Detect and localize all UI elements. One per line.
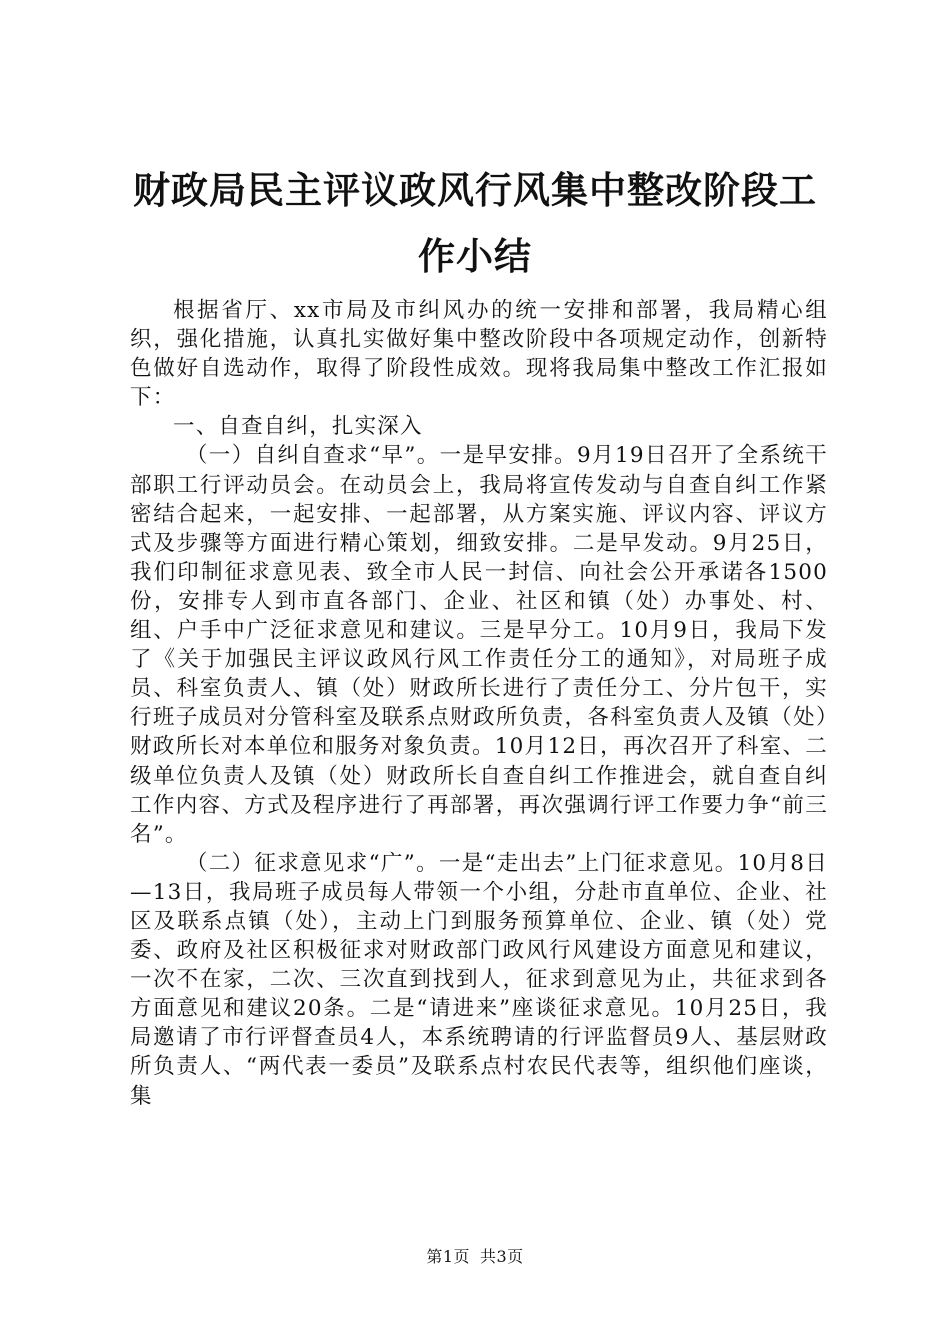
- document-title: 财政局民主评议政风行风集中整改阶段工作小结: [133, 169, 817, 278]
- body-paragraph: （二）征求意见求“广”。一是“走出去”上门征求意见。10月8日—13日，我局班子成员每人带领一个小组，分赴市直单位、企业、社区及联系点镇（处），主动上门到服务预算单位、企业、镇（处）党委、政府及社区积极征求对财政部门政风行风建设方面意见和建议，一次不在家，二次、三次直到找到人，征求到意见为止，共征求到各方面意见和建议20条。二是“请进来”座谈征求意见。10月25日，我局邀请了市行评督查员4人，本系统聘请的行评监督员9人、基层财政所负责人、“两代表一委员”及联系点村农民代表等，组织他们座谈，集: [130, 850, 828, 1109]
- intro-paragraph: 根据省厅、xx市局及市纠风办的统一安排和部署，我局精心组织，强化措施，认真扎实做好集中整改阶段中各项规定动作，创新特色做好自选动作，取得了阶段性成效。现将我局集中整改工作汇报如下：: [130, 298, 828, 411]
- document-body: [130, 296, 828, 1111]
- body-paragraph: （一）自纠自查求“早”。一是早安排。9月19日召开了全系统干部职工行评动员会。在动员会上，我局将宣传发动与自查自纠工作紧密结合起来，一起安排、一起部署，从方案实施、评议内容、评议方式及步骤等方面进行精心策划，细致安排。二是早发动。9月25日，我们印制征求意见表、致全市人民一封信、向社会公开承诺各1500份，安排专人到市直各部门、企业、社区和镇（处）办事处、村、组、户手中广泛征求意见和建议。三是早分工。10月9日，我局下发了《关于加强民主评议政风行风工作责任分工的通知》，对局班子成员、科室负责人、镇（处）财政所长进行了责任分工、分片包干，实行班子成员对分管科室及联系点财政所负责，各科室负责人及镇（处）财政所长对本单位和服务对象负责。10月12日，再次召开了科室、二级单位负责人及镇（处）财政所长自查自纠工作推进会，就自查自纠工作内容、方式及程序进行了再部署，再次强调行评工作要力争“前三名”。: [130, 443, 828, 847]
- page-footer: [0, 1244, 950, 1267]
- page-number: 第1页: [426, 1247, 470, 1266]
- section-heading: 一、自查自纠，扎实深入: [173, 414, 423, 440]
- page-total: 共3页: [480, 1247, 524, 1266]
